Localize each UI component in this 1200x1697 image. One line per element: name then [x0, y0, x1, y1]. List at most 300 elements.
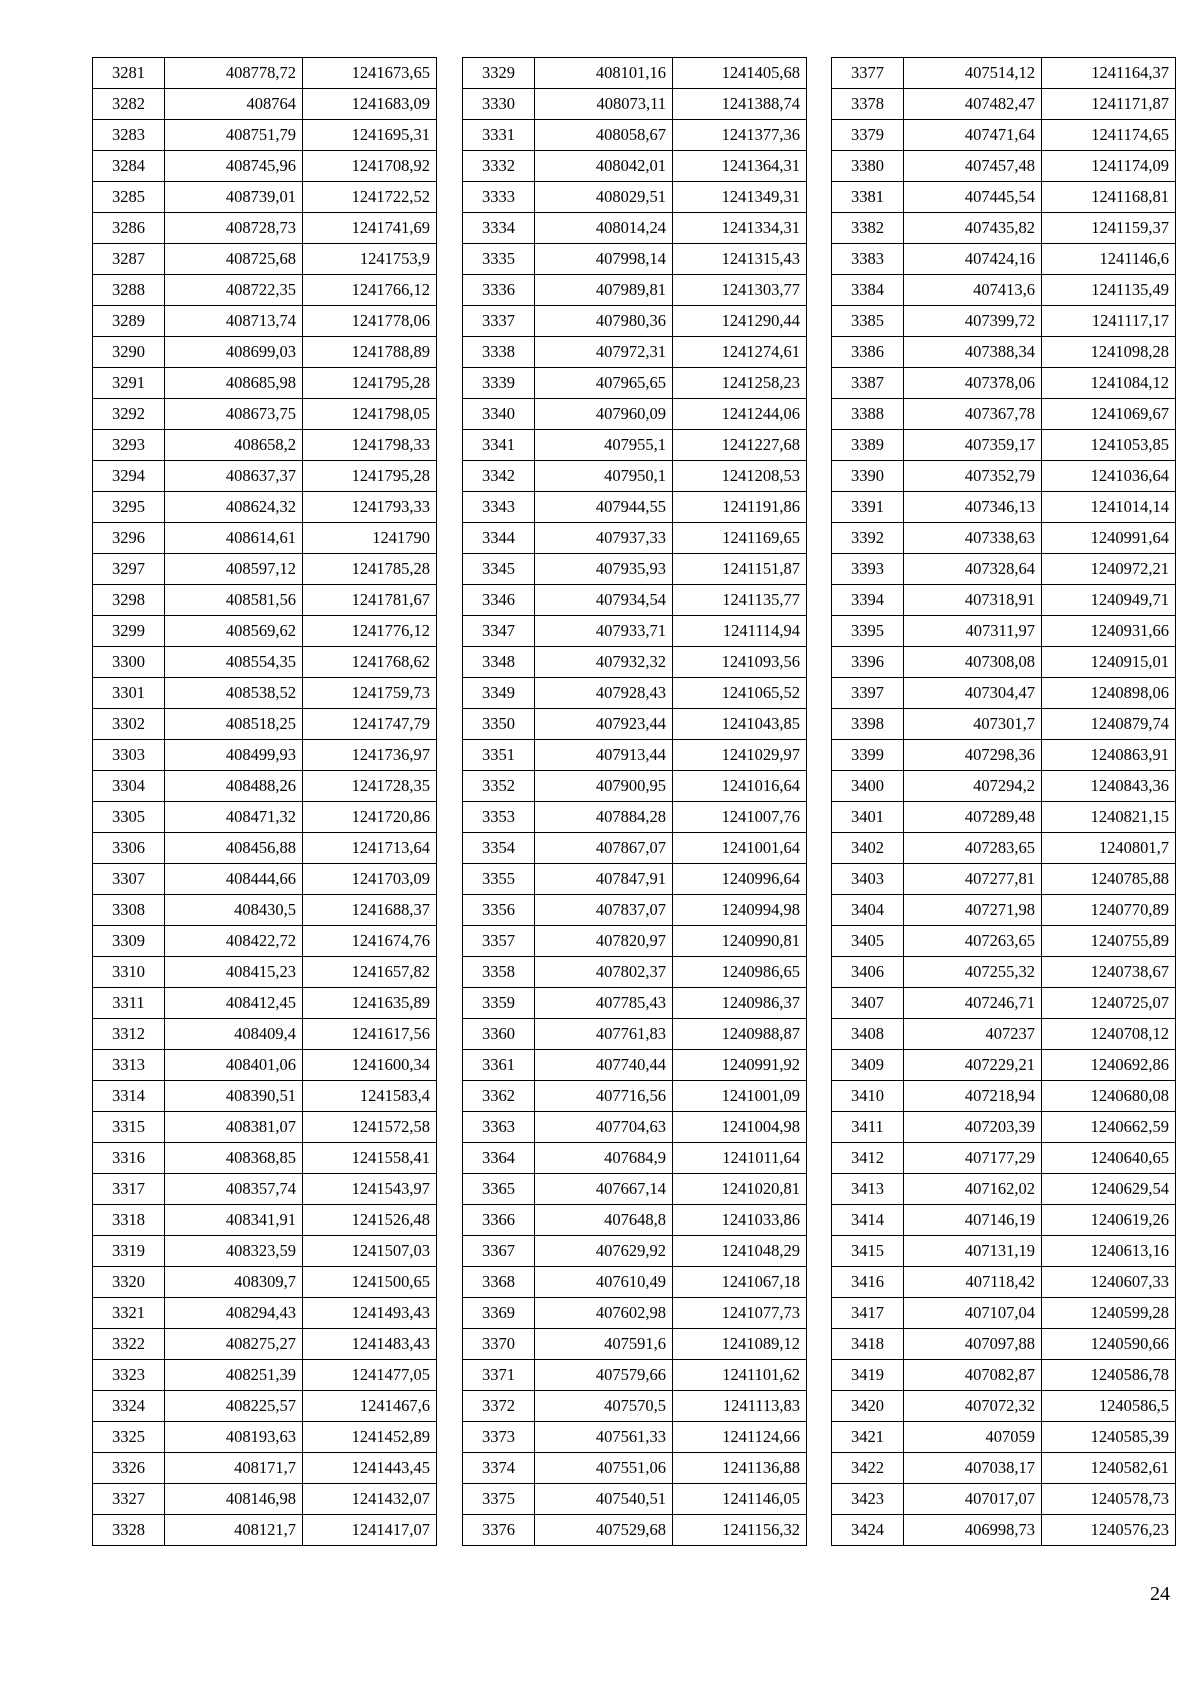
table-row — [93, 1205, 437, 1236]
point-number-cell: 3309 — [93, 926, 165, 957]
point-number-cell: 3382 — [832, 213, 904, 244]
x-coordinate-cell: 407740,44 — [535, 1050, 673, 1081]
x-coordinate-cell: 407648,8 — [535, 1205, 673, 1236]
x-coordinate-cell: 408073,11 — [535, 89, 673, 120]
y-coordinate-cell: 1241014,14 — [1042, 492, 1176, 523]
point-number-cell: 3396 — [832, 647, 904, 678]
x-coordinate-cell: 407802,37 — [535, 957, 673, 988]
table-row — [832, 306, 1176, 337]
y-coordinate-cell: 1241558,41 — [303, 1143, 437, 1174]
x-coordinate-cell: 408251,39 — [165, 1360, 303, 1391]
y-coordinate-cell: 1241001,64 — [673, 833, 807, 864]
x-coordinate-cell: 408381,07 — [165, 1112, 303, 1143]
y-coordinate-cell: 1241065,52 — [673, 678, 807, 709]
point-number-cell: 3334 — [463, 213, 535, 244]
point-number-cell: 3403 — [832, 864, 904, 895]
table-row — [93, 368, 437, 399]
table-row — [463, 368, 807, 399]
x-coordinate-cell: 408739,01 — [165, 182, 303, 213]
y-coordinate-cell: 1241728,35 — [303, 771, 437, 802]
point-number-cell: 3406 — [832, 957, 904, 988]
y-coordinate-cell: 1241500,65 — [303, 1267, 437, 1298]
point-number-cell: 3393 — [832, 554, 904, 585]
point-number-cell: 3321 — [93, 1298, 165, 1329]
table-row — [463, 1329, 807, 1360]
point-number-cell: 3388 — [832, 399, 904, 430]
y-coordinate-cell: 1241741,69 — [303, 213, 437, 244]
y-coordinate-cell: 1240879,74 — [1042, 709, 1176, 740]
x-coordinate-cell: 406998,73 — [904, 1515, 1042, 1546]
x-coordinate-cell: 407514,12 — [904, 58, 1042, 89]
point-number-cell: 3398 — [832, 709, 904, 740]
point-number-cell: 3293 — [93, 430, 165, 461]
y-coordinate-cell: 1241703,09 — [303, 864, 437, 895]
x-coordinate-cell: 407017,07 — [904, 1484, 1042, 1515]
x-coordinate-cell: 407445,54 — [904, 182, 1042, 213]
table-row — [93, 399, 437, 430]
table-row — [463, 523, 807, 554]
y-coordinate-cell: 1240619,26 — [1042, 1205, 1176, 1236]
x-coordinate-cell: 407933,71 — [535, 616, 673, 647]
x-coordinate-cell: 407950,1 — [535, 461, 673, 492]
point-number-cell: 3375 — [463, 1484, 535, 1515]
x-coordinate-cell: 407378,06 — [904, 368, 1042, 399]
x-coordinate-cell: 407118,42 — [904, 1267, 1042, 1298]
x-coordinate-cell: 407934,54 — [535, 585, 673, 616]
y-coordinate-cell: 1241146,6 — [1042, 244, 1176, 275]
y-coordinate-cell: 1241483,43 — [303, 1329, 437, 1360]
y-coordinate-cell: 1241136,88 — [673, 1453, 807, 1484]
point-number-cell: 3355 — [463, 864, 535, 895]
point-number-cell: 3340 — [463, 399, 535, 430]
point-number-cell: 3405 — [832, 926, 904, 957]
y-coordinate-cell: 1241053,85 — [1042, 430, 1176, 461]
table-row — [463, 802, 807, 833]
y-coordinate-cell: 1241766,12 — [303, 275, 437, 306]
x-coordinate-cell: 408430,5 — [165, 895, 303, 926]
y-coordinate-cell: 1241753,9 — [303, 244, 437, 275]
table-row — [463, 1174, 807, 1205]
y-coordinate-cell: 1241417,07 — [303, 1515, 437, 1546]
x-coordinate-cell: 408456,88 — [165, 833, 303, 864]
table-row — [832, 399, 1176, 430]
x-coordinate-cell: 407399,72 — [904, 306, 1042, 337]
x-coordinate-cell: 407820,97 — [535, 926, 673, 957]
x-coordinate-cell: 407667,14 — [535, 1174, 673, 1205]
x-coordinate-cell: 408171,7 — [165, 1453, 303, 1484]
x-coordinate-cell: 408323,59 — [165, 1236, 303, 1267]
table-row — [832, 1267, 1176, 1298]
y-coordinate-cell: 1240991,64 — [1042, 523, 1176, 554]
y-coordinate-cell: 1241364,31 — [673, 151, 807, 182]
table-row — [463, 771, 807, 802]
x-coordinate-cell: 407237 — [904, 1019, 1042, 1050]
point-number-cell: 3412 — [832, 1143, 904, 1174]
y-coordinate-cell: 1241067,18 — [673, 1267, 807, 1298]
table-row — [463, 492, 807, 523]
table-row — [463, 1205, 807, 1236]
point-number-cell: 3378 — [832, 89, 904, 120]
y-coordinate-cell: 1241033,86 — [673, 1205, 807, 1236]
y-coordinate-cell: 1241191,86 — [673, 492, 807, 523]
table-row — [93, 771, 437, 802]
table-row — [832, 1298, 1176, 1329]
point-number-cell: 3306 — [93, 833, 165, 864]
point-number-cell: 3315 — [93, 1112, 165, 1143]
x-coordinate-cell: 407229,21 — [904, 1050, 1042, 1081]
y-coordinate-cell: 1241673,65 — [303, 58, 437, 89]
table-row — [93, 864, 437, 895]
point-number-cell: 3287 — [93, 244, 165, 275]
x-coordinate-cell: 407935,93 — [535, 554, 673, 585]
x-coordinate-cell: 407457,48 — [904, 151, 1042, 182]
point-number-cell: 3281 — [93, 58, 165, 89]
point-number-cell: 3326 — [93, 1453, 165, 1484]
table-row — [463, 1019, 807, 1050]
table-row — [832, 926, 1176, 957]
point-number-cell: 3291 — [93, 368, 165, 399]
point-number-cell: 3369 — [463, 1298, 535, 1329]
y-coordinate-cell: 1240949,71 — [1042, 585, 1176, 616]
table-row — [93, 1143, 437, 1174]
point-number-cell: 3350 — [463, 709, 535, 740]
point-number-cell: 3332 — [463, 151, 535, 182]
point-number-cell: 3322 — [93, 1329, 165, 1360]
x-coordinate-cell: 408728,73 — [165, 213, 303, 244]
table-row — [832, 740, 1176, 771]
y-coordinate-cell: 1241722,52 — [303, 182, 437, 213]
point-number-cell: 3387 — [832, 368, 904, 399]
y-coordinate-cell: 1240990,81 — [673, 926, 807, 957]
point-number-cell: 3383 — [832, 244, 904, 275]
y-coordinate-cell: 1240582,61 — [1042, 1453, 1176, 1484]
point-number-cell: 3376 — [463, 1515, 535, 1546]
point-number-cell: 3422 — [832, 1453, 904, 1484]
x-coordinate-cell: 408341,91 — [165, 1205, 303, 1236]
table-row — [93, 1081, 437, 1112]
x-coordinate-cell: 407972,31 — [535, 337, 673, 368]
x-coordinate-cell: 407837,07 — [535, 895, 673, 926]
point-number-cell: 3351 — [463, 740, 535, 771]
page-number: 24 — [1150, 1583, 1170, 1605]
x-coordinate-cell: 407107,04 — [904, 1298, 1042, 1329]
table-row — [93, 337, 437, 368]
table-row — [832, 1360, 1176, 1391]
x-coordinate-cell: 407082,87 — [904, 1360, 1042, 1391]
x-coordinate-cell: 407413,6 — [904, 275, 1042, 306]
table-row — [463, 58, 807, 89]
x-coordinate-cell: 408637,37 — [165, 461, 303, 492]
point-number-cell: 3420 — [832, 1391, 904, 1422]
table-row — [463, 864, 807, 895]
y-coordinate-cell: 1241405,68 — [673, 58, 807, 89]
y-coordinate-cell: 1241778,06 — [303, 306, 437, 337]
coordinate-table-2 — [462, 57, 807, 1546]
table-row — [93, 709, 437, 740]
y-coordinate-cell: 1241635,89 — [303, 988, 437, 1019]
point-number-cell: 3413 — [832, 1174, 904, 1205]
table-row — [832, 492, 1176, 523]
y-coordinate-cell: 1241477,05 — [303, 1360, 437, 1391]
point-number-cell: 3395 — [832, 616, 904, 647]
y-coordinate-cell: 1241011,64 — [673, 1143, 807, 1174]
x-coordinate-cell: 408422,72 — [165, 926, 303, 957]
point-number-cell: 3409 — [832, 1050, 904, 1081]
y-coordinate-cell: 1241432,07 — [303, 1484, 437, 1515]
point-number-cell: 3394 — [832, 585, 904, 616]
x-coordinate-cell: 408725,68 — [165, 244, 303, 275]
point-number-cell: 3424 — [832, 1515, 904, 1546]
table-row — [463, 1360, 807, 1391]
point-number-cell: 3414 — [832, 1205, 904, 1236]
point-number-cell: 3288 — [93, 275, 165, 306]
y-coordinate-cell: 1241798,33 — [303, 430, 437, 461]
table-row — [93, 1391, 437, 1422]
x-coordinate-cell: 408745,96 — [165, 151, 303, 182]
point-number-cell: 3401 — [832, 802, 904, 833]
point-number-cell: 3344 — [463, 523, 535, 554]
point-number-cell: 3407 — [832, 988, 904, 1019]
x-coordinate-cell: 408673,75 — [165, 399, 303, 430]
point-number-cell: 3418 — [832, 1329, 904, 1360]
x-coordinate-cell: 407529,68 — [535, 1515, 673, 1546]
table-row — [832, 895, 1176, 926]
table-row — [463, 647, 807, 678]
x-coordinate-cell: 407785,43 — [535, 988, 673, 1019]
x-coordinate-cell: 407591,6 — [535, 1329, 673, 1360]
y-coordinate-cell: 1240585,39 — [1042, 1422, 1176, 1453]
point-number-cell: 3299 — [93, 616, 165, 647]
x-coordinate-cell: 407255,32 — [904, 957, 1042, 988]
y-coordinate-cell: 1241171,87 — [1042, 89, 1176, 120]
x-coordinate-cell: 407283,65 — [904, 833, 1042, 864]
point-number-cell: 3284 — [93, 151, 165, 182]
x-coordinate-cell: 407913,44 — [535, 740, 673, 771]
y-coordinate-cell: 1241768,62 — [303, 647, 437, 678]
y-coordinate-cell: 1241507,03 — [303, 1236, 437, 1267]
point-number-cell: 3345 — [463, 554, 535, 585]
y-coordinate-cell: 1240863,91 — [1042, 740, 1176, 771]
point-number-cell: 3346 — [463, 585, 535, 616]
table-row — [463, 244, 807, 275]
point-number-cell: 3362 — [463, 1081, 535, 1112]
x-coordinate-cell: 408042,01 — [535, 151, 673, 182]
table-row — [463, 1112, 807, 1143]
y-coordinate-cell: 1241020,81 — [673, 1174, 807, 1205]
x-coordinate-cell: 407318,91 — [904, 585, 1042, 616]
x-coordinate-cell: 408658,2 — [165, 430, 303, 461]
y-coordinate-cell: 1241798,05 — [303, 399, 437, 430]
y-coordinate-cell: 1240986,65 — [673, 957, 807, 988]
point-number-cell: 3320 — [93, 1267, 165, 1298]
y-coordinate-cell: 1240991,92 — [673, 1050, 807, 1081]
table-row — [832, 523, 1176, 554]
y-coordinate-cell: 1241747,79 — [303, 709, 437, 740]
x-coordinate-cell: 407294,2 — [904, 771, 1042, 802]
x-coordinate-cell: 407716,56 — [535, 1081, 673, 1112]
table-row — [832, 1081, 1176, 1112]
y-coordinate-cell: 1241785,28 — [303, 554, 437, 585]
y-coordinate-cell: 1241572,58 — [303, 1112, 437, 1143]
y-coordinate-cell: 1241713,64 — [303, 833, 437, 864]
y-coordinate-cell: 1241583,4 — [303, 1081, 437, 1112]
point-number-cell: 3323 — [93, 1360, 165, 1391]
table-row — [832, 647, 1176, 678]
x-coordinate-cell: 407684,9 — [535, 1143, 673, 1174]
x-coordinate-cell: 407367,78 — [904, 399, 1042, 430]
point-number-cell: 3377 — [832, 58, 904, 89]
point-number-cell: 3313 — [93, 1050, 165, 1081]
point-number-cell: 3419 — [832, 1360, 904, 1391]
y-coordinate-cell: 1241135,77 — [673, 585, 807, 616]
point-number-cell: 3316 — [93, 1143, 165, 1174]
y-coordinate-cell: 1241600,34 — [303, 1050, 437, 1081]
y-coordinate-cell: 1241334,31 — [673, 213, 807, 244]
table-row — [93, 1267, 437, 1298]
point-number-cell: 3285 — [93, 182, 165, 213]
x-coordinate-cell: 408722,35 — [165, 275, 303, 306]
table-row — [93, 306, 437, 337]
table-row — [463, 1453, 807, 1484]
table-row — [463, 585, 807, 616]
y-coordinate-cell: 1241168,81 — [1042, 182, 1176, 213]
y-coordinate-cell: 1240708,12 — [1042, 1019, 1176, 1050]
y-coordinate-cell: 1240590,66 — [1042, 1329, 1176, 1360]
point-number-cell: 3374 — [463, 1453, 535, 1484]
table-row — [463, 337, 807, 368]
coordinate-table-1 — [92, 57, 437, 1546]
table-row — [93, 1112, 437, 1143]
x-coordinate-cell: 408101,16 — [535, 58, 673, 89]
point-number-cell: 3305 — [93, 802, 165, 833]
table-row — [832, 554, 1176, 585]
x-coordinate-cell: 408390,51 — [165, 1081, 303, 1112]
y-coordinate-cell: 1241274,61 — [673, 337, 807, 368]
point-number-cell: 3324 — [93, 1391, 165, 1422]
x-coordinate-cell: 407424,16 — [904, 244, 1042, 275]
y-coordinate-cell: 1240801,7 — [1042, 833, 1176, 864]
point-number-cell: 3361 — [463, 1050, 535, 1081]
table-row — [463, 399, 807, 430]
x-coordinate-cell: 408713,74 — [165, 306, 303, 337]
table-row — [463, 988, 807, 1019]
table-row — [832, 1236, 1176, 1267]
y-coordinate-cell: 1241093,56 — [673, 647, 807, 678]
point-number-cell: 3354 — [463, 833, 535, 864]
table-row — [93, 926, 437, 957]
point-number-cell: 3384 — [832, 275, 904, 306]
table-row — [832, 1205, 1176, 1236]
y-coordinate-cell: 1241776,12 — [303, 616, 437, 647]
x-coordinate-cell: 407298,36 — [904, 740, 1042, 771]
table-row — [463, 833, 807, 864]
table-row — [463, 1515, 807, 1546]
point-number-cell: 3342 — [463, 461, 535, 492]
x-coordinate-cell: 407944,55 — [535, 492, 673, 523]
point-number-cell: 3296 — [93, 523, 165, 554]
table-row — [463, 926, 807, 957]
y-coordinate-cell: 1241788,89 — [303, 337, 437, 368]
table-row — [832, 1422, 1176, 1453]
y-coordinate-cell: 1240738,67 — [1042, 957, 1176, 988]
table-row — [832, 213, 1176, 244]
table-row — [463, 1484, 807, 1515]
x-coordinate-cell: 408581,56 — [165, 585, 303, 616]
table-row — [93, 1174, 437, 1205]
table-row — [832, 182, 1176, 213]
x-coordinate-cell: 408225,57 — [165, 1391, 303, 1422]
table-row — [463, 213, 807, 244]
x-coordinate-cell: 407847,91 — [535, 864, 673, 895]
y-coordinate-cell: 1241683,09 — [303, 89, 437, 120]
point-number-cell: 3421 — [832, 1422, 904, 1453]
table-row — [463, 1143, 807, 1174]
x-coordinate-cell: 407097,88 — [904, 1329, 1042, 1360]
table-row — [93, 151, 437, 182]
point-number-cell: 3331 — [463, 120, 535, 151]
y-coordinate-cell: 1241069,67 — [1042, 399, 1176, 430]
point-number-cell: 3379 — [832, 120, 904, 151]
x-coordinate-cell: 407551,06 — [535, 1453, 673, 1484]
table-row — [463, 1236, 807, 1267]
point-number-cell: 3308 — [93, 895, 165, 926]
table-row — [93, 616, 437, 647]
point-number-cell: 3348 — [463, 647, 535, 678]
point-number-cell: 3408 — [832, 1019, 904, 1050]
table-row — [93, 58, 437, 89]
y-coordinate-cell: 1241695,31 — [303, 120, 437, 151]
y-coordinate-cell: 1241164,37 — [1042, 58, 1176, 89]
table-row — [93, 430, 437, 461]
y-coordinate-cell: 1241004,98 — [673, 1112, 807, 1143]
x-coordinate-cell: 407579,66 — [535, 1360, 673, 1391]
table-row — [832, 1143, 1176, 1174]
table-row — [463, 1298, 807, 1329]
x-coordinate-cell: 408409,4 — [165, 1019, 303, 1050]
point-number-cell: 3380 — [832, 151, 904, 182]
point-number-cell: 3402 — [832, 833, 904, 864]
x-coordinate-cell: 407203,39 — [904, 1112, 1042, 1143]
y-coordinate-cell: 1241543,97 — [303, 1174, 437, 1205]
x-coordinate-cell: 407900,95 — [535, 771, 673, 802]
y-coordinate-cell: 1240640,65 — [1042, 1143, 1176, 1174]
x-coordinate-cell: 407482,47 — [904, 89, 1042, 120]
y-coordinate-cell: 1240576,23 — [1042, 1515, 1176, 1546]
point-number-cell: 3310 — [93, 957, 165, 988]
table-row — [832, 771, 1176, 802]
point-number-cell: 3416 — [832, 1267, 904, 1298]
point-number-cell: 3294 — [93, 461, 165, 492]
x-coordinate-cell: 407146,19 — [904, 1205, 1042, 1236]
point-number-cell: 3303 — [93, 740, 165, 771]
x-coordinate-cell: 407960,09 — [535, 399, 673, 430]
point-number-cell: 3319 — [93, 1236, 165, 1267]
table-row — [463, 1391, 807, 1422]
point-number-cell: 3330 — [463, 89, 535, 120]
table-row — [93, 1484, 437, 1515]
y-coordinate-cell: 1240898,06 — [1042, 678, 1176, 709]
table-row — [463, 616, 807, 647]
table-row — [832, 1329, 1176, 1360]
table-row — [463, 306, 807, 337]
y-coordinate-cell: 1241526,48 — [303, 1205, 437, 1236]
table-row — [463, 1050, 807, 1081]
table-row — [93, 1329, 437, 1360]
x-coordinate-cell: 408614,61 — [165, 523, 303, 554]
y-coordinate-cell: 1241688,37 — [303, 895, 437, 926]
x-coordinate-cell: 407346,13 — [904, 492, 1042, 523]
y-coordinate-cell: 1241617,56 — [303, 1019, 437, 1050]
